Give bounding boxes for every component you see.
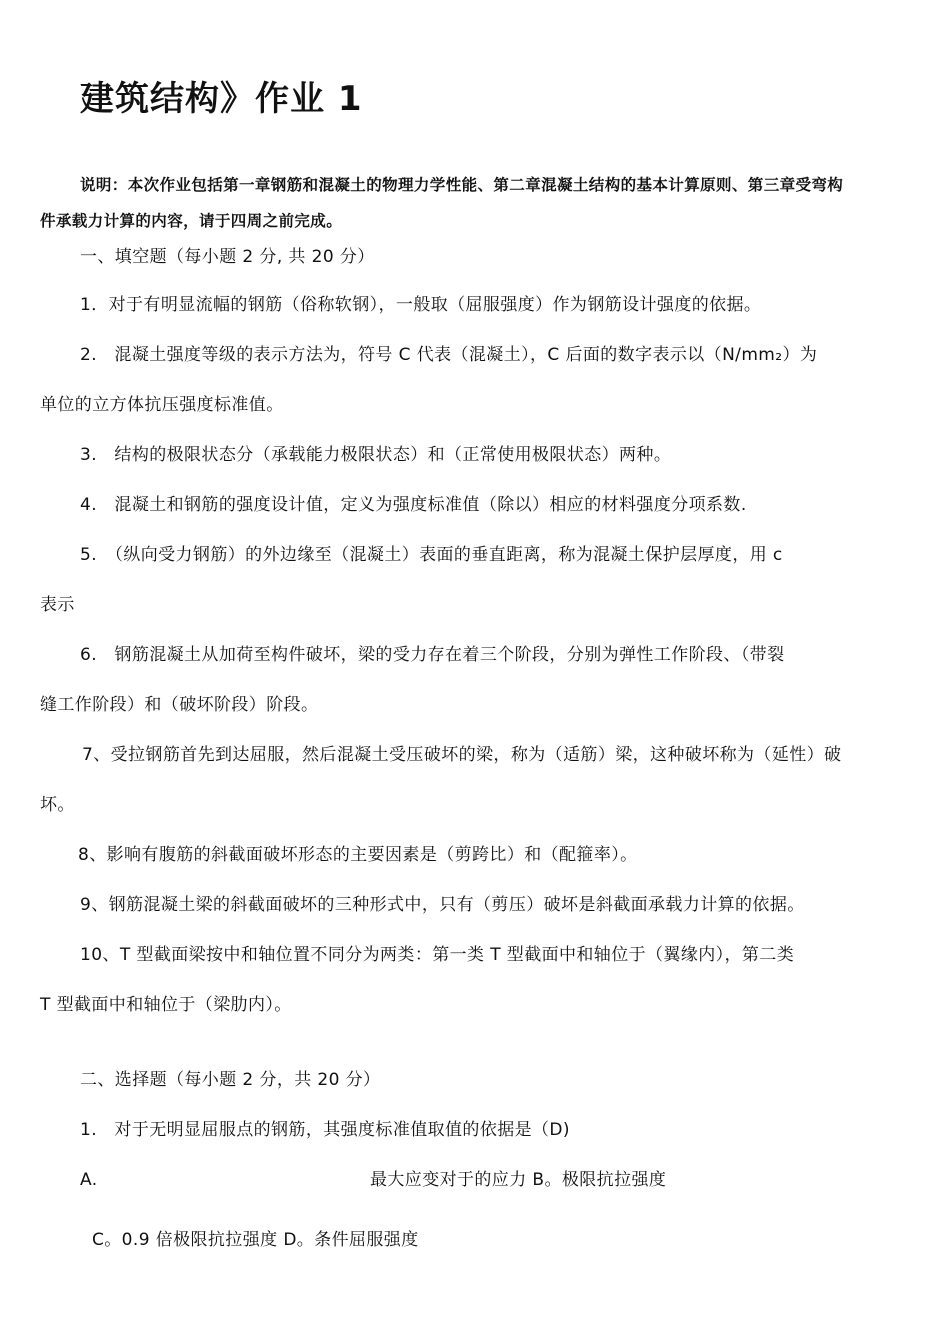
fill-question-5: 5. （纵向受力钢筋）的外边缘至（混凝土）表面的垂直距离，称为混凝土保护层厚度，用 c — [80, 545, 783, 565]
intro-line-1: 说明：本次作业包括第一章钢筋和混凝土的物理力学性能、第二章混凝土结构的基本计算原则、第三章受弯构 — [80, 176, 844, 194]
section1-heading: 一、填空题（每小题 2 分, 共 20 分） — [80, 247, 375, 267]
fill-question-6-cont: 缝工作阶段）和（破坏阶段）阶段。 — [40, 695, 319, 715]
fill-question-10: 10、T 型截面梁按中和轴位置不同分为两类：第一类 T 型截面中和轴位于（翼缘内），第二类 — [80, 945, 795, 965]
fill-question-1: 1．对于有明显流幅的钢筋（俗称软钢），一般取（屈服强度）作为钢筋设计强度的依据。 — [80, 295, 762, 315]
choice-question-1: 1. 对于无明显屈服点的钢筋，其强度标准值取值的依据是（D) — [80, 1120, 570, 1140]
choice-option-c-d: C。0.9 倍极限抗拉强度 D。条件屈服强度 — [92, 1230, 419, 1250]
fill-question-5-cont: 表示 — [40, 595, 75, 615]
choice-option-a-b: 最大应变对于的应力 B。极限抗拉强度 — [370, 1170, 667, 1190]
fill-question-3: 3. 结构的极限状态分（承载能力极限状态）和（正常使用极限状态）两种。 — [80, 445, 672, 465]
fill-question-10-cont: T 型截面中和轴位于（梁肋内）。 — [40, 995, 292, 1015]
fill-question-7: 7、受拉钢筋首先到达屈服，然后混凝土受压破坏的梁，称为（适筋）梁，这种破坏称为（延性）破 — [82, 745, 842, 765]
fill-question-9: 9、钢筋混凝土梁的斜截面破坏的三种形式中，只有（剪压）破坏是斜截面承载力计算的依据。 — [80, 895, 805, 915]
intro-line-2: 件承载力计算的内容，请于四周之前完成。 — [40, 212, 343, 230]
fill-question-7-cont: 坏。 — [40, 795, 75, 815]
choice-option-a-label: A. — [80, 1170, 98, 1190]
fill-question-2: 2. 混凝土强度等级的表示方法为，符号 C 代表（混凝土），C 后面的数字表示以（N/mm₂）为 — [80, 345, 818, 365]
section2-heading: 二、选择题（每小题 2 分，共 20 分） — [80, 1070, 381, 1090]
document-title: 建筑结构》作业 1 — [80, 79, 363, 119]
fill-question-6: 6. 钢筋混凝土从加荷至构件破坏，梁的受力存在着三个阶段，分别为弹性工作阶段、（带裂 — [80, 645, 785, 665]
fill-question-8: 8、影响有腹筋的斜截面破坏形态的主要因素是（剪跨比）和（配箍率）。 — [78, 845, 638, 865]
fill-question-4: 4. 混凝土和钢筋的强度设计值，定义为强度标准值（除以）相应的材料强度分项系数. — [80, 495, 747, 515]
fill-question-2-cont: 单位的立方体抗压强度标准值。 — [40, 395, 284, 415]
